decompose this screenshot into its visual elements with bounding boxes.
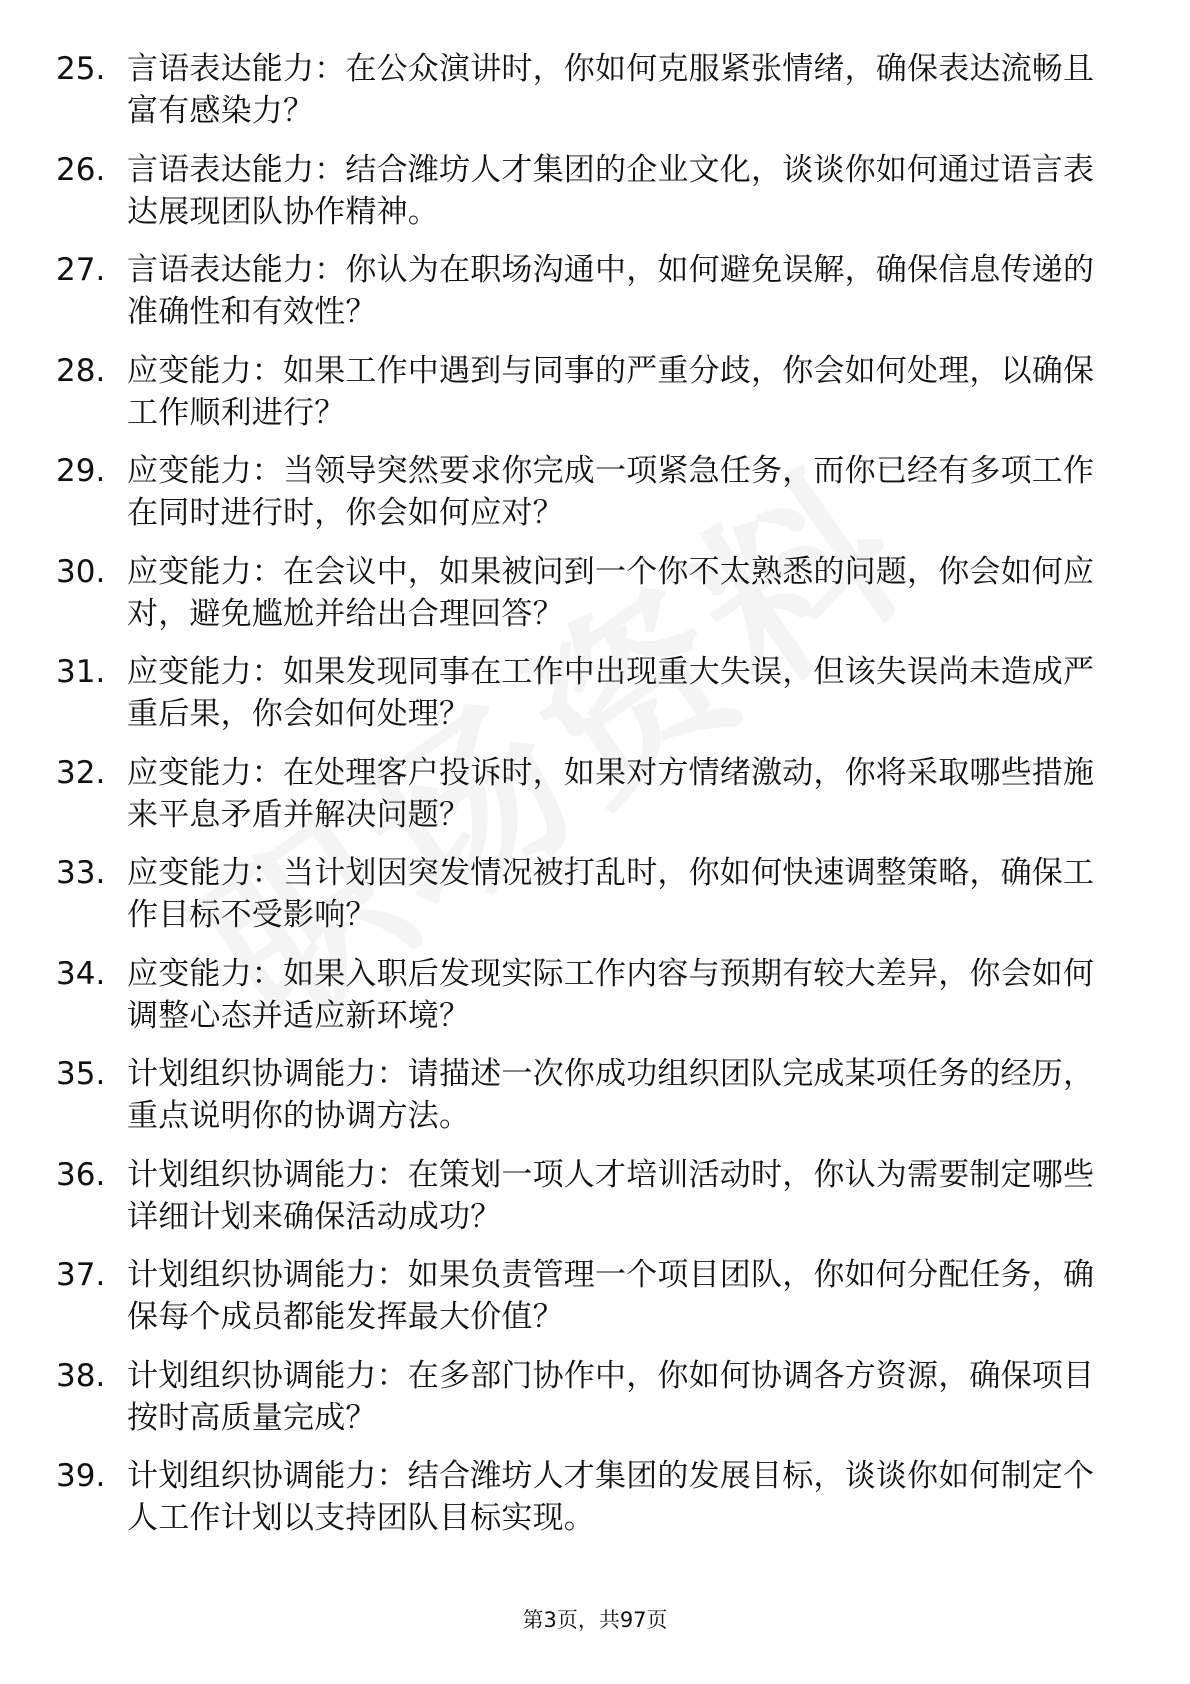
question-text: 计划组织协调能力：请描述一次你成功组织团队完成某项任务的经历，重点说明你的协调方法。 bbox=[127, 1056, 1095, 1134]
question-item bbox=[0, 1053, 1190, 1154]
page-footer: 第3页，共97页 bbox=[522, 1608, 668, 1632]
question-item bbox=[0, 1455, 1190, 1556]
question-number: 31. bbox=[56, 654, 106, 690]
question-item bbox=[0, 651, 1190, 752]
question-item bbox=[0, 1254, 1190, 1355]
question-item bbox=[0, 350, 1190, 451]
question-number: 32. bbox=[56, 754, 106, 791]
question-item bbox=[0, 1355, 1190, 1456]
question-number: 27. bbox=[56, 252, 106, 288]
question-item bbox=[0, 551, 1190, 652]
question-text: 应变能力：在会议中，如果被问到一个你不太熟悉的问题，你会如何应对，避免尴尬并给出合理回答？ bbox=[127, 553, 1095, 632]
question-text: 应变能力：当领导突然要求你完成一项紧急任务，而你已经有多项工作在同时进行时，你会如何应对？ bbox=[127, 453, 1095, 531]
question-number: 29. bbox=[56, 453, 106, 489]
question-number: 25. bbox=[56, 51, 106, 87]
question-item bbox=[0, 48, 1190, 149]
question-text: 应变能力：如果工作中遇到与同事的严重分歧，你会如何处理，以确保工作顺利进行？ bbox=[127, 352, 1095, 431]
question-item bbox=[0, 249, 1190, 350]
question-number: 30. bbox=[56, 553, 106, 590]
question-text: 言语表达能力：在公众演讲时，你如何克服紧张情绪，确保表达流畅且富有感染力？ bbox=[127, 51, 1095, 129]
question-text: 计划组织协调能力：在策划一项人才培训活动时，你认为需要制定哪些详细计划来确保活动成功？ bbox=[127, 1156, 1095, 1235]
question-item bbox=[0, 1154, 1190, 1255]
question-number: 37. bbox=[56, 1257, 106, 1293]
question-text: 计划组织协调能力：结合潍坊人才集团的发展目标，谈谈你如何制定个人工作计划以支持团队目标实现。 bbox=[127, 1458, 1095, 1536]
question-text: 应变能力：如果入职后发现实际工作内容与预期有较大差异，你会如何调整心态并适应新环境？ bbox=[127, 955, 1095, 1034]
question-list bbox=[0, 48, 1190, 1556]
question-item bbox=[0, 752, 1190, 853]
question-item bbox=[0, 953, 1190, 1054]
question-text: 应变能力：如果发现同事在工作中出现重大失误，但该失误尚未造成严重后果，你会如何处理？ bbox=[127, 654, 1095, 732]
question-number: 36. bbox=[56, 1156, 106, 1193]
question-number: 34. bbox=[56, 955, 106, 992]
question-text: 言语表达能力：结合潍坊人才集团的企业文化，谈谈你如何通过语言表达展现团队协作精神。 bbox=[127, 151, 1095, 230]
question-number: 26. bbox=[56, 151, 106, 188]
question-number: 35. bbox=[56, 1056, 106, 1092]
question-number: 33. bbox=[56, 855, 106, 891]
question-number: 38. bbox=[56, 1357, 106, 1394]
question-item bbox=[0, 149, 1190, 250]
question-text: 计划组织协调能力：如果负责管理一个项目团队，你如何分配任务，确保每个成员都能发挥最大价值？ bbox=[127, 1257, 1095, 1335]
question-item bbox=[0, 852, 1190, 953]
question-item bbox=[0, 450, 1190, 551]
question-text: 计划组织协调能力：在多部门协作中，你如何协调各方资源，确保项目按时高质量完成？ bbox=[127, 1357, 1095, 1436]
question-text: 应变能力：在处理客户投诉时，如果对方情绪激动，你将采取哪些措施来平息矛盾并解决问题？ bbox=[127, 754, 1095, 833]
question-text: 言语表达能力：你认为在职场沟通中，如何避免误解，确保信息传递的准确性和有效性？ bbox=[127, 252, 1095, 330]
question-number: 28. bbox=[56, 352, 106, 389]
question-text: 应变能力：当计划因突发情况被打乱时，你如何快速调整策略，确保工作目标不受影响？ bbox=[127, 855, 1095, 933]
question-number: 39. bbox=[56, 1458, 106, 1494]
